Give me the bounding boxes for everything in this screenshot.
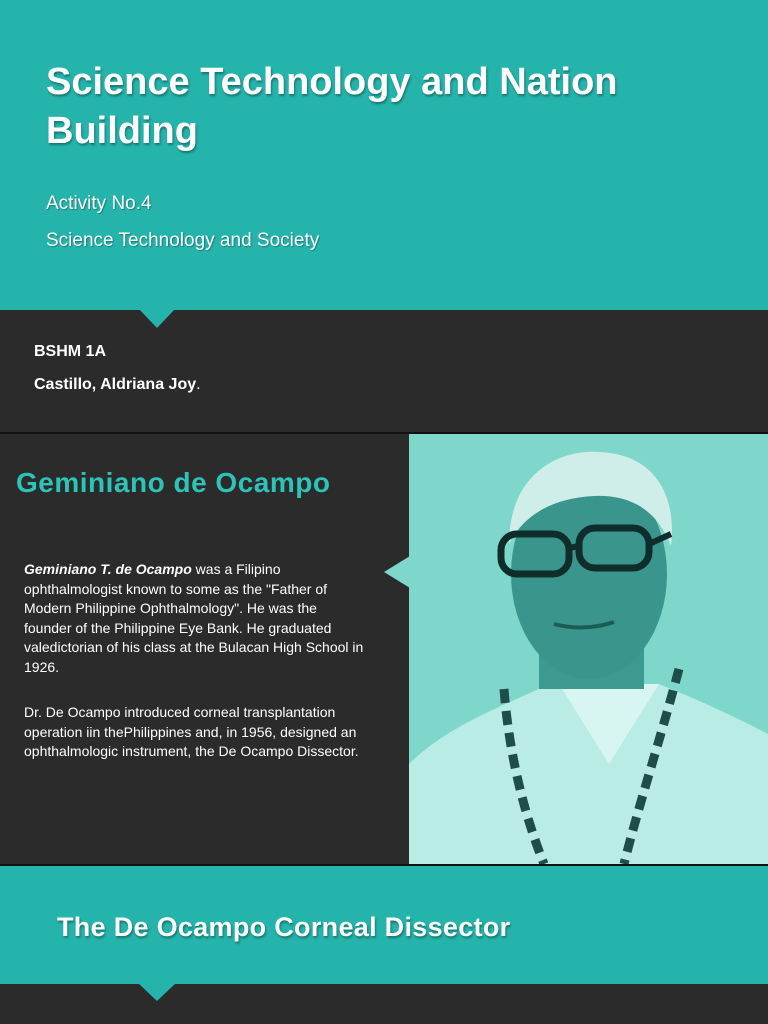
biography-paragraph-2: Dr. De Ocampo introduced corneal transplantation operation iin thePhilippines and, in 1956, designed an ophthalmologic instrument, the De Ocampo Dissector. bbox=[24, 704, 359, 759]
biography-heading: Geminiano de Ocampo bbox=[16, 467, 331, 498]
activity-number: Activity No.4 bbox=[46, 193, 152, 214]
photo-pointer bbox=[384, 556, 410, 588]
portrait-illustration bbox=[409, 434, 768, 864]
portrait-photo bbox=[409, 434, 768, 864]
course-subject: Science Technology and Society bbox=[46, 230, 320, 251]
dissector-slide bbox=[0, 864, 768, 1020]
band-notch bbox=[138, 983, 176, 1001]
title-slide bbox=[0, 0, 768, 432]
author-suffix: . bbox=[196, 376, 201, 393]
author-name bbox=[34, 376, 201, 394]
band-notch bbox=[138, 308, 176, 328]
author-name-text: Castillo, Aldriana Joy bbox=[34, 376, 197, 393]
biography-paragraph-1-text: was a Filipino ophthalmologist known to some as the "Father of Modern Philippine Ophthalmology". He was the founder of the Philippine Eye Bank. He graduated valedictorian of his class at the Bulacan High School in 1926. bbox=[24, 561, 364, 675]
subject-name: Geminiano T. de Ocampo bbox=[24, 561, 192, 577]
course-section: BSHM 1A bbox=[34, 343, 107, 360]
dark-band bbox=[0, 984, 768, 1020]
biography-slide bbox=[0, 432, 768, 864]
biography-paragraph-1 bbox=[24, 560, 364, 677]
biography-text bbox=[24, 560, 364, 788]
presentation-title: Science Technology and Nation Building bbox=[46, 61, 618, 152]
dissector-heading: The De Ocampo Corneal Dissector bbox=[57, 912, 511, 942]
slide-divider bbox=[0, 864, 768, 866]
